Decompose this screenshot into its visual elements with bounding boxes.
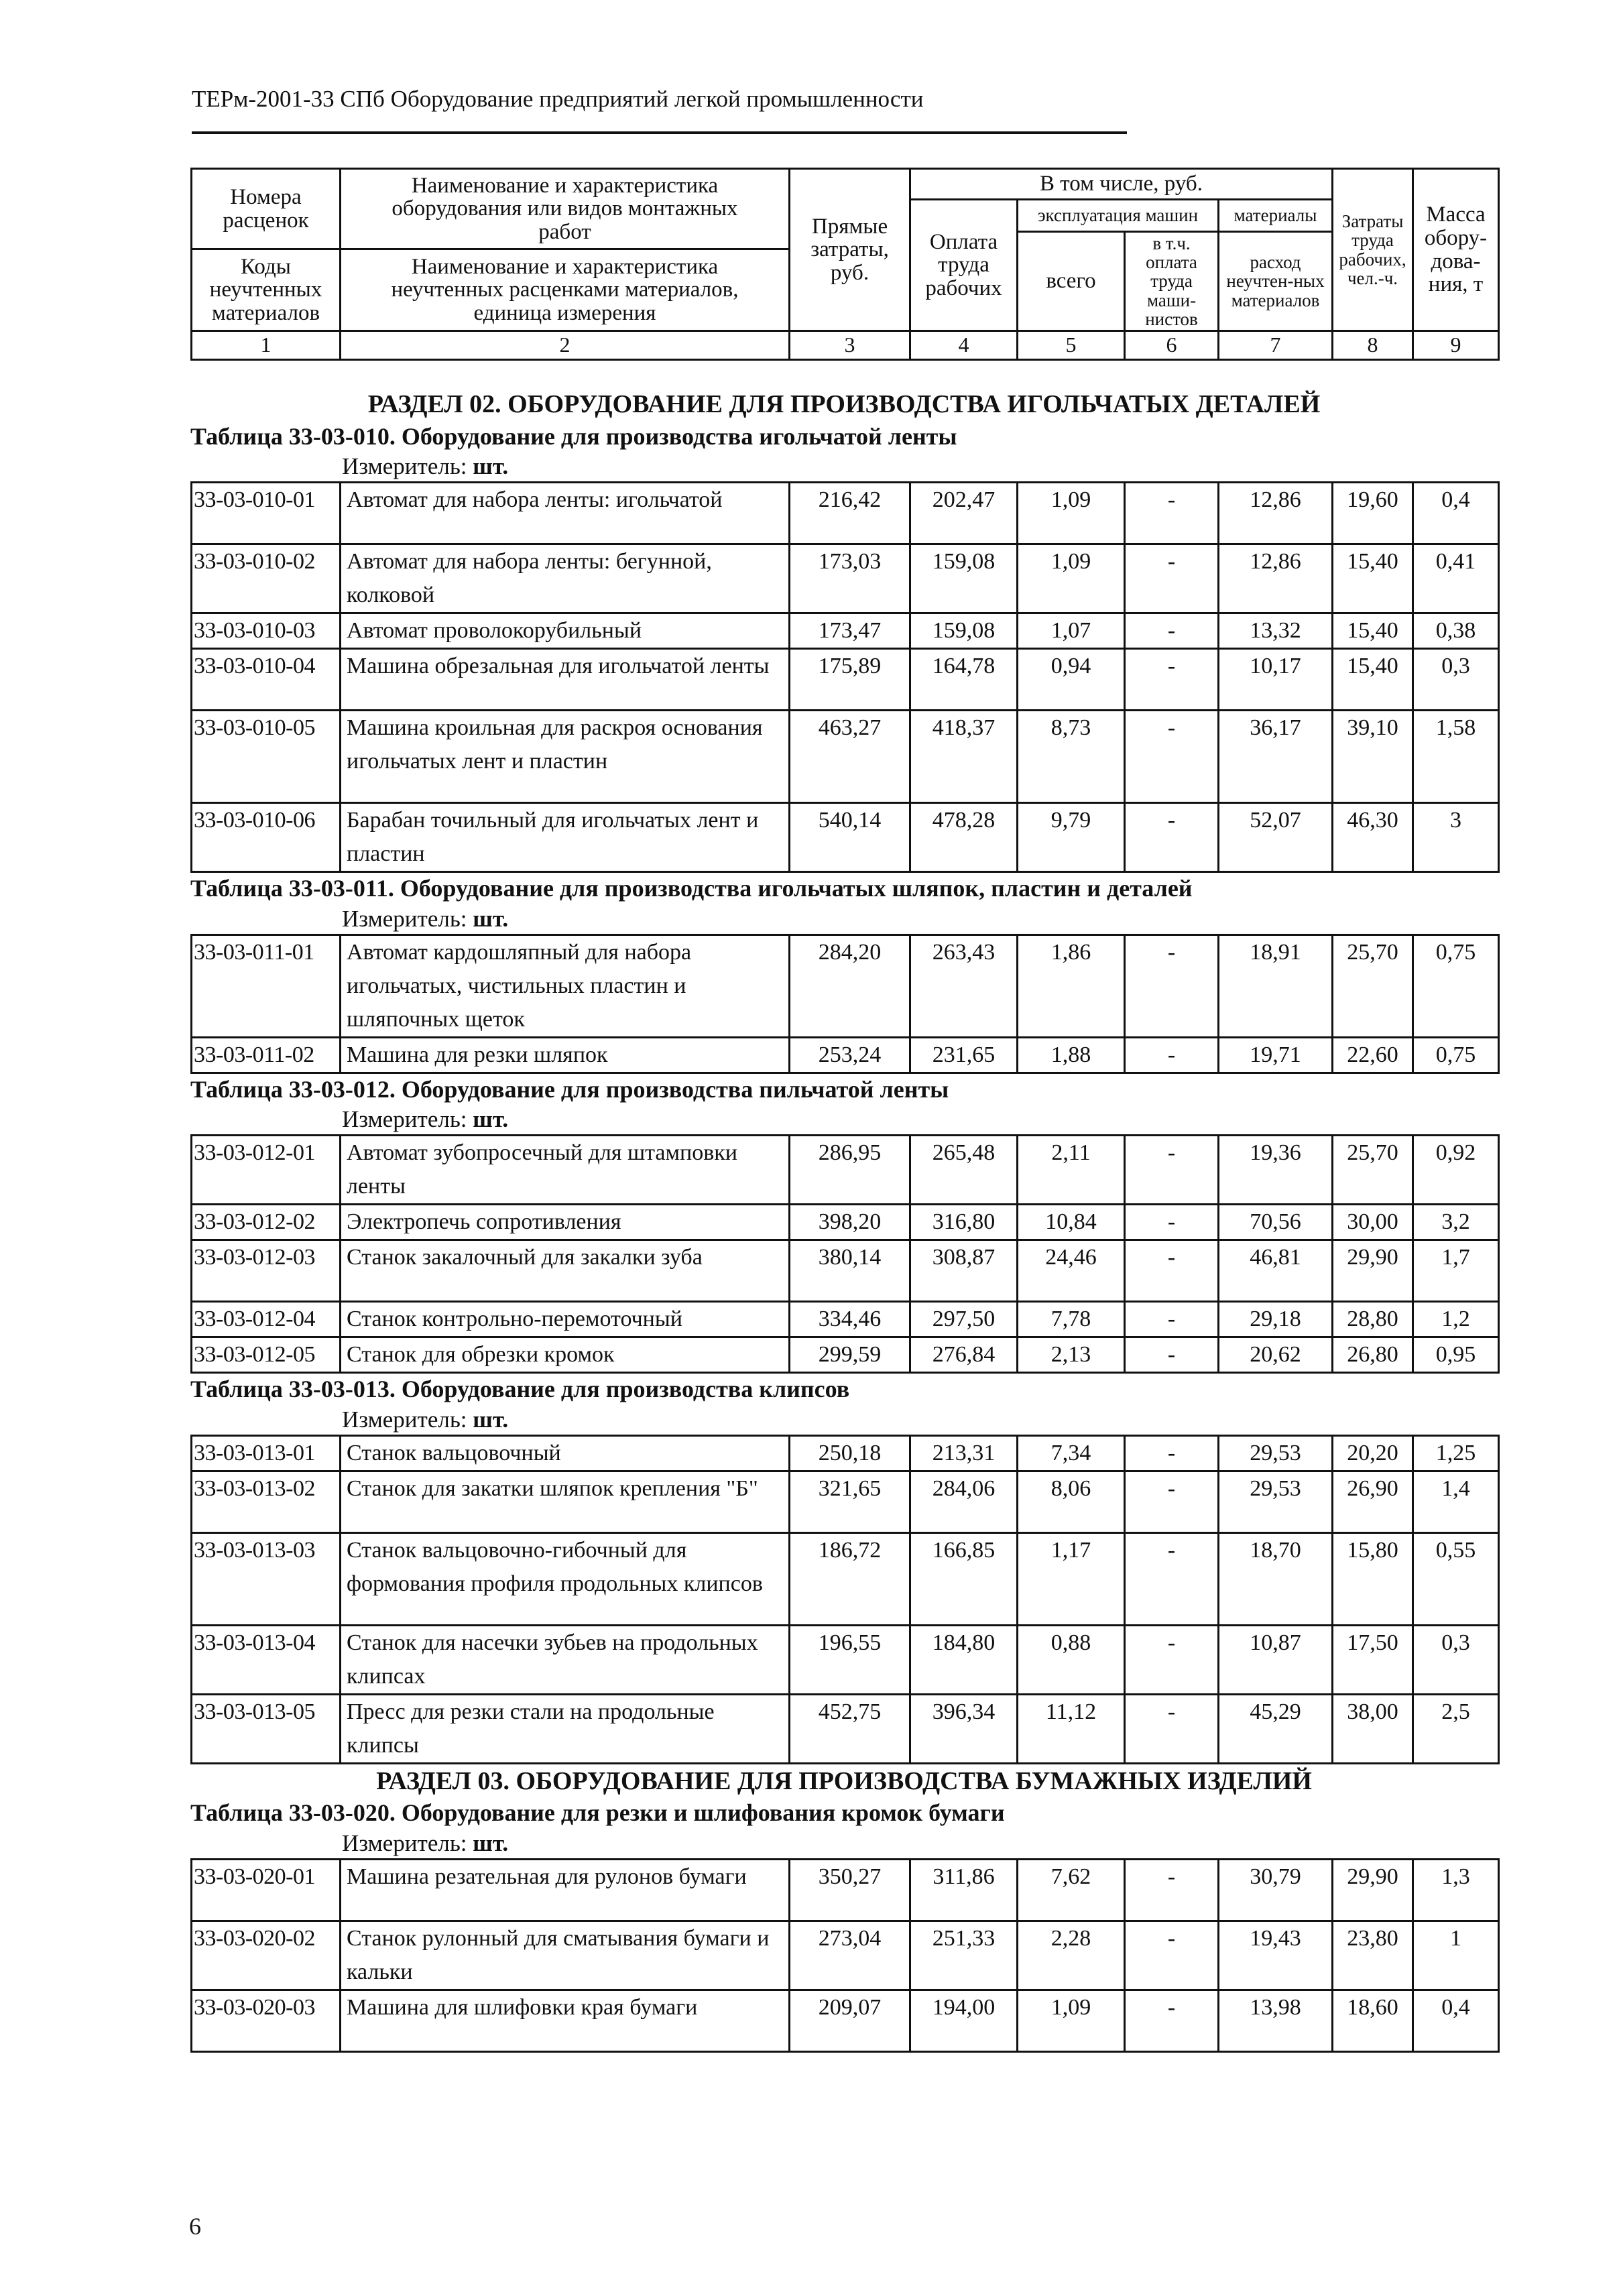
- row-c3: 540,14: [790, 803, 910, 872]
- row-c9: 0,75: [1413, 1037, 1499, 1073]
- row-name: Станок закалочный для закалки зуба: [341, 1240, 790, 1302]
- row-c5: 1,88: [1018, 1037, 1125, 1073]
- row-c6: -: [1125, 1921, 1219, 1990]
- row-code: 33-03-010-04: [192, 649, 341, 711]
- row-c4: 166,85: [910, 1532, 1018, 1625]
- header-number: 3: [790, 331, 910, 360]
- row-c5: 8,06: [1018, 1471, 1125, 1532]
- row-c6: -: [1125, 649, 1219, 711]
- row-c7: 52,07: [1219, 803, 1333, 872]
- measure-unit: шт.: [473, 1106, 509, 1133]
- header-col1-top: Номера расценок: [192, 169, 341, 249]
- row-c4: 478,28: [910, 803, 1018, 872]
- row-c5: 1,09: [1018, 1990, 1125, 2051]
- row-code: 33-03-012-03: [192, 1240, 341, 1302]
- row-c3: 196,55: [790, 1625, 910, 1694]
- row-code: 33-03-010-06: [192, 803, 341, 872]
- row-c3: 284,20: [790, 934, 910, 1037]
- row-c9: 0,4: [1413, 1990, 1499, 2051]
- row-c6: -: [1125, 1625, 1219, 1694]
- row-c5: 2,11: [1018, 1136, 1125, 1205]
- header-col2-bottom: Наименование и характеристика неучтенных расценками материалов, единица измерения: [341, 249, 790, 331]
- header-materials: материалы: [1219, 200, 1333, 232]
- row-c3: 380,14: [790, 1240, 910, 1302]
- data-table: [190, 1858, 1500, 2053]
- row-c8: 28,80: [1333, 1302, 1413, 1337]
- measure-line: [342, 904, 1498, 934]
- measure-line: [342, 452, 1498, 481]
- row-c6: -: [1125, 711, 1219, 803]
- row-name: Машина кроильная для раскроя основания игольчатых лент и пластин: [341, 711, 790, 803]
- row-c8: 29,90: [1333, 1859, 1413, 1921]
- header-number: 4: [910, 331, 1018, 360]
- row-c6: -: [1125, 1205, 1219, 1240]
- row-c4: 284,06: [910, 1471, 1018, 1532]
- row-c8: 26,80: [1333, 1337, 1413, 1373]
- row-c4: 251,33: [910, 1921, 1018, 1990]
- row-code: 33-03-012-02: [192, 1205, 341, 1240]
- row-c3: 273,04: [790, 1921, 910, 1990]
- table-row: [192, 483, 1499, 544]
- row-c9: 0,75: [1413, 934, 1499, 1037]
- row-c5: 0,94: [1018, 649, 1125, 711]
- data-table: [190, 481, 1500, 873]
- header-col6: в т.ч. оплата труда маши-нистов: [1125, 232, 1219, 331]
- row-c7: 19,71: [1219, 1037, 1333, 1073]
- row-c4: 418,37: [910, 711, 1018, 803]
- row-c7: 10,17: [1219, 649, 1333, 711]
- measure-line: [342, 1405, 1498, 1435]
- row-code: 33-03-013-01: [192, 1435, 341, 1471]
- row-c4: 213,31: [910, 1435, 1018, 1471]
- row-c4: 308,87: [910, 1240, 1018, 1302]
- row-c5: 7,62: [1018, 1859, 1125, 1921]
- table-row: [192, 1435, 1499, 1471]
- row-c3: 186,72: [790, 1532, 910, 1625]
- measure-unit: шт.: [473, 1406, 509, 1433]
- row-c5: 1,86: [1018, 934, 1125, 1037]
- row-name: Станок для обрезки кромок: [341, 1337, 790, 1373]
- table-row: [192, 1136, 1499, 1205]
- row-c9: 1,4: [1413, 1471, 1499, 1532]
- row-name: Станок вальцовочный: [341, 1435, 790, 1471]
- header-col7: расход неучтен-ных материалов: [1219, 232, 1333, 331]
- row-c8: 39,10: [1333, 711, 1413, 803]
- row-c6: -: [1125, 1532, 1219, 1625]
- header-col5: всего: [1018, 232, 1125, 331]
- table-row: [192, 934, 1499, 1037]
- running-head: ТЕРм-2001-33 СПб Оборудование предприятий легкой промышленности: [192, 86, 924, 112]
- section-title: РАЗДЕЛ 02. ОБОРУДОВАНИЕ ДЛЯ ПРОИЗВОДСТВА ИГОЛЬЧАТЫХ ДЕТАЛЕЙ: [367, 390, 1321, 418]
- table-row: [192, 1037, 1499, 1073]
- row-c5: 10,84: [1018, 1205, 1125, 1240]
- row-code: 33-03-010-01: [192, 483, 341, 544]
- header-machines: эксплуатация машин: [1018, 200, 1219, 232]
- row-c8: 15,40: [1333, 649, 1413, 711]
- row-c9: 0,55: [1413, 1532, 1499, 1625]
- row-c6: -: [1125, 613, 1219, 649]
- row-c5: 2,28: [1018, 1921, 1125, 1990]
- column-header-table: [190, 168, 1500, 361]
- row-c9: 1,3: [1413, 1859, 1499, 1921]
- table-row: [192, 1694, 1499, 1763]
- row-c6: -: [1125, 1337, 1219, 1373]
- row-c9: 3,2: [1413, 1205, 1499, 1240]
- row-c7: 13,98: [1219, 1990, 1333, 2051]
- row-name: Электропечь сопротивления: [341, 1205, 790, 1240]
- table-row: [192, 1990, 1499, 2051]
- table-row: [192, 711, 1499, 803]
- row-c6: -: [1125, 1136, 1219, 1205]
- row-c4: 276,84: [910, 1337, 1018, 1373]
- row-code: 33-03-010-03: [192, 613, 341, 649]
- row-c8: 15,40: [1333, 613, 1413, 649]
- row-code: 33-03-020-03: [192, 1990, 341, 2051]
- measure-unit: шт.: [473, 905, 509, 932]
- header-number: 2: [341, 331, 790, 360]
- measure-line: [342, 1105, 1498, 1134]
- row-c5: 7,34: [1018, 1435, 1125, 1471]
- data-table: [190, 1435, 1500, 1764]
- table-title: Таблица 33-03-013. Оборудование для производства клипсов: [190, 1376, 850, 1403]
- row-name: Автомат проволокорубильный: [341, 613, 790, 649]
- row-c8: 46,30: [1333, 803, 1413, 872]
- row-c4: 311,86: [910, 1859, 1018, 1921]
- row-name: Станок для насечки зубьев на продольных клипсах: [341, 1625, 790, 1694]
- row-c8: 19,60: [1333, 483, 1413, 544]
- row-c4: 184,80: [910, 1625, 1018, 1694]
- row-c6: -: [1125, 544, 1219, 613]
- row-name: Станок рулонный для сматывания бумаги и кальки: [341, 1921, 790, 1990]
- row-c4: 263,43: [910, 934, 1018, 1037]
- row-c4: 159,08: [910, 613, 1018, 649]
- row-name: Пресс для резки стали на продольные клипсы: [341, 1694, 790, 1763]
- header-number: 9: [1413, 331, 1499, 360]
- header-number: 5: [1018, 331, 1125, 360]
- row-c9: 2,5: [1413, 1694, 1499, 1763]
- row-c7: 46,81: [1219, 1240, 1333, 1302]
- table-row: [192, 544, 1499, 613]
- row-c5: 9,79: [1018, 803, 1125, 872]
- row-c9: 0,3: [1413, 1625, 1499, 1694]
- row-c5: 7,78: [1018, 1302, 1125, 1337]
- document-body: [190, 168, 1498, 2053]
- table-title: Таблица 33-03-010. Оборудование для производства игольчатой ленты: [190, 422, 957, 450]
- row-c6: -: [1125, 1037, 1219, 1073]
- row-c8: 30,00: [1333, 1205, 1413, 1240]
- measure-unit: шт.: [473, 453, 509, 480]
- row-c8: 23,80: [1333, 1921, 1413, 1990]
- row-code: 33-03-012-01: [192, 1136, 341, 1205]
- table-title: Таблица 33-03-012. Оборудование для производства пильчатой ленты: [190, 1075, 949, 1103]
- row-name: Автомат для набора ленты: игольчатой: [341, 483, 790, 544]
- row-code: 33-03-011-02: [192, 1037, 341, 1073]
- row-c4: 316,80: [910, 1205, 1018, 1240]
- row-c7: 18,70: [1219, 1532, 1333, 1625]
- row-c7: 29,18: [1219, 1302, 1333, 1337]
- row-c9: 1,25: [1413, 1435, 1499, 1471]
- row-code: 33-03-020-02: [192, 1921, 341, 1990]
- row-c6: -: [1125, 1859, 1219, 1921]
- row-c7: 19,36: [1219, 1136, 1333, 1205]
- row-c8: 20,20: [1333, 1435, 1413, 1471]
- row-c4: 265,48: [910, 1136, 1018, 1205]
- row-c9: 0,4: [1413, 483, 1499, 544]
- header-number: 8: [1333, 331, 1413, 360]
- row-c3: 173,03: [790, 544, 910, 613]
- header-group: В том числе, руб.: [910, 169, 1333, 200]
- row-c7: 10,87: [1219, 1625, 1333, 1694]
- measure-label: Измеритель:: [342, 1106, 467, 1133]
- row-c3: 299,59: [790, 1337, 910, 1373]
- row-c6: -: [1125, 1990, 1219, 2051]
- header-col8: Затраты труда рабочих, чел.-ч.: [1333, 169, 1413, 331]
- row-c3: 250,18: [790, 1435, 910, 1471]
- row-c8: 38,00: [1333, 1694, 1413, 1763]
- row-c7: 45,29: [1219, 1694, 1333, 1763]
- measure-unit: шт.: [473, 1829, 509, 1856]
- row-name: Автомат кардошляпный для набора игольчатых, чистильных пластин и шляпочных щеток: [341, 934, 790, 1037]
- row-c9: 3: [1413, 803, 1499, 872]
- row-c7: 18,91: [1219, 934, 1333, 1037]
- row-name: Машина резательная для рулонов бумаги: [341, 1859, 790, 1921]
- header-col3: Прямые затраты, руб.: [790, 169, 910, 331]
- row-c4: 194,00: [910, 1990, 1018, 2051]
- row-c5: 1,17: [1018, 1532, 1125, 1625]
- table-row: [192, 1302, 1499, 1337]
- row-c8: 17,50: [1333, 1625, 1413, 1694]
- row-c4: 159,08: [910, 544, 1018, 613]
- row-c6: -: [1125, 483, 1219, 544]
- row-name: Машина обрезальная для игольчатой ленты: [341, 649, 790, 711]
- table-row: [192, 803, 1499, 872]
- header-col9: Масса обору-дова-ния, т: [1413, 169, 1499, 331]
- row-name: Автомат для набора ленты: бегунной, колковой: [341, 544, 790, 613]
- row-c4: 231,65: [910, 1037, 1018, 1073]
- row-c3: 452,75: [790, 1694, 910, 1763]
- row-c4: 396,34: [910, 1694, 1018, 1763]
- header-rule: [192, 131, 1127, 134]
- table-title: Таблица 33-03-020. Оборудование для резки и шлифования кромок бумаги: [190, 1799, 1005, 1827]
- row-c3: 321,65: [790, 1471, 910, 1532]
- row-c6: -: [1125, 1694, 1219, 1763]
- row-c9: 1,7: [1413, 1240, 1499, 1302]
- table-row: [192, 1859, 1499, 1921]
- row-c7: 13,32: [1219, 613, 1333, 649]
- row-c3: 209,07: [790, 1990, 910, 2051]
- row-c3: 173,47: [790, 613, 910, 649]
- row-name: Барабан точильный для игольчатых лент и пластин: [341, 803, 790, 872]
- row-code: 33-03-012-04: [192, 1302, 341, 1337]
- row-name: Станок контрольно-перемоточный: [341, 1302, 790, 1337]
- row-c9: 0,92: [1413, 1136, 1499, 1205]
- sections-container: [190, 389, 1498, 2053]
- row-c9: 1,2: [1413, 1302, 1499, 1337]
- row-code: 33-03-010-02: [192, 544, 341, 613]
- header-col1-bottom: Коды неучтенных материалов: [192, 249, 341, 331]
- measure-label: Измеритель:: [342, 905, 467, 932]
- header-number: 7: [1219, 331, 1333, 360]
- row-c5: 24,46: [1018, 1240, 1125, 1302]
- table-row: [192, 1240, 1499, 1302]
- row-c8: 25,70: [1333, 1136, 1413, 1205]
- measure-label: Измеритель:: [342, 1829, 467, 1856]
- row-c8: 18,60: [1333, 1990, 1413, 2051]
- row-c4: 297,50: [910, 1302, 1018, 1337]
- row-code: 33-03-013-05: [192, 1694, 341, 1763]
- row-c6: -: [1125, 1435, 1219, 1471]
- row-name: Машина для шлифовки края бумаги: [341, 1990, 790, 2051]
- row-c8: 25,70: [1333, 934, 1413, 1037]
- row-c7: 36,17: [1219, 711, 1333, 803]
- row-name: Станок вальцовочно-гибочный для формования профиля продольных клипсов: [341, 1532, 790, 1625]
- row-c7: 29,53: [1219, 1471, 1333, 1532]
- row-c6: -: [1125, 934, 1219, 1037]
- row-name: Машина для резки шляпок: [341, 1037, 790, 1073]
- row-c3: 175,89: [790, 649, 910, 711]
- row-code: 33-03-012-05: [192, 1337, 341, 1373]
- row-c5: 1,09: [1018, 544, 1125, 613]
- row-c5: 0,88: [1018, 1625, 1125, 1694]
- row-c5: 11,12: [1018, 1694, 1125, 1763]
- row-c6: -: [1125, 803, 1219, 872]
- data-table: [190, 1134, 1500, 1374]
- header-col4: Оплата труда рабочих: [910, 200, 1018, 331]
- row-c6: -: [1125, 1302, 1219, 1337]
- row-c9: 0,3: [1413, 649, 1499, 711]
- row-c3: 463,27: [790, 711, 910, 803]
- row-code: 33-03-020-01: [192, 1859, 341, 1921]
- row-code: 33-03-013-02: [192, 1471, 341, 1532]
- measure-label: Измеритель:: [342, 453, 467, 480]
- header-number: 1: [192, 331, 341, 360]
- row-c8: 15,40: [1333, 544, 1413, 613]
- row-c6: -: [1125, 1240, 1219, 1302]
- row-c3: 253,24: [790, 1037, 910, 1073]
- row-c8: 26,90: [1333, 1471, 1413, 1532]
- row-c5: 1,07: [1018, 613, 1125, 649]
- row-c7: 12,86: [1219, 544, 1333, 613]
- row-c7: 29,53: [1219, 1435, 1333, 1471]
- row-c4: 164,78: [910, 649, 1018, 711]
- row-c9: 1: [1413, 1921, 1499, 1990]
- row-c5: 2,13: [1018, 1337, 1125, 1373]
- row-c9: 1,58: [1413, 711, 1499, 803]
- row-code: 33-03-011-01: [192, 934, 341, 1037]
- row-c3: 216,42: [790, 483, 910, 544]
- table-row: [192, 1205, 1499, 1240]
- row-c3: 350,27: [790, 1859, 910, 1921]
- row-name: Станок для закатки шляпок крепления "Б": [341, 1471, 790, 1532]
- row-c5: 8,73: [1018, 711, 1125, 803]
- table-row: [192, 649, 1499, 711]
- row-c4: 202,47: [910, 483, 1018, 544]
- row-c9: 0,95: [1413, 1337, 1499, 1373]
- row-c7: 70,56: [1219, 1205, 1333, 1240]
- page-number: 6: [189, 2213, 201, 2240]
- row-code: 33-03-013-03: [192, 1532, 341, 1625]
- table-row: [192, 1532, 1499, 1625]
- table-row: [192, 1471, 1499, 1532]
- row-c7: 12,86: [1219, 483, 1333, 544]
- row-name: Автомат зубопросечный для штамповки ленты: [341, 1136, 790, 1205]
- row-c8: 22,60: [1333, 1037, 1413, 1073]
- row-c6: -: [1125, 1471, 1219, 1532]
- table-row: [192, 1921, 1499, 1990]
- table-title: Таблица 33-03-011. Оборудование для производства игольчатых шляпок, пластин и деталей: [190, 875, 1193, 902]
- row-code: 33-03-013-04: [192, 1625, 341, 1694]
- row-c5: 1,09: [1018, 483, 1125, 544]
- header-number: 6: [1125, 331, 1219, 360]
- section-title: РАЗДЕЛ 03. ОБОРУДОВАНИЕ ДЛЯ ПРОИЗВОДСТВА БУМАЖНЫХ ИЗДЕЛИЙ: [376, 1766, 1312, 1795]
- row-c3: 398,20: [790, 1205, 910, 1240]
- table-row: [192, 1625, 1499, 1694]
- data-table: [190, 934, 1500, 1074]
- row-c3: 286,95: [790, 1136, 910, 1205]
- row-c8: 29,90: [1333, 1240, 1413, 1302]
- table-row: [192, 1337, 1499, 1373]
- measure-label: Измеритель:: [342, 1406, 467, 1433]
- row-c8: 15,80: [1333, 1532, 1413, 1625]
- row-c7: 30,79: [1219, 1859, 1333, 1921]
- row-c9: 0,38: [1413, 613, 1499, 649]
- table-row: [192, 613, 1499, 649]
- row-c7: 20,62: [1219, 1337, 1333, 1373]
- measure-line: [342, 1829, 1498, 1858]
- row-c7: 19,43: [1219, 1921, 1333, 1990]
- row-c9: 0,41: [1413, 544, 1499, 613]
- header-col2-top: Наименование и характеристика оборудования или видов монтажных работ: [341, 169, 790, 249]
- row-c3: 334,46: [790, 1302, 910, 1337]
- row-code: 33-03-010-05: [192, 711, 341, 803]
